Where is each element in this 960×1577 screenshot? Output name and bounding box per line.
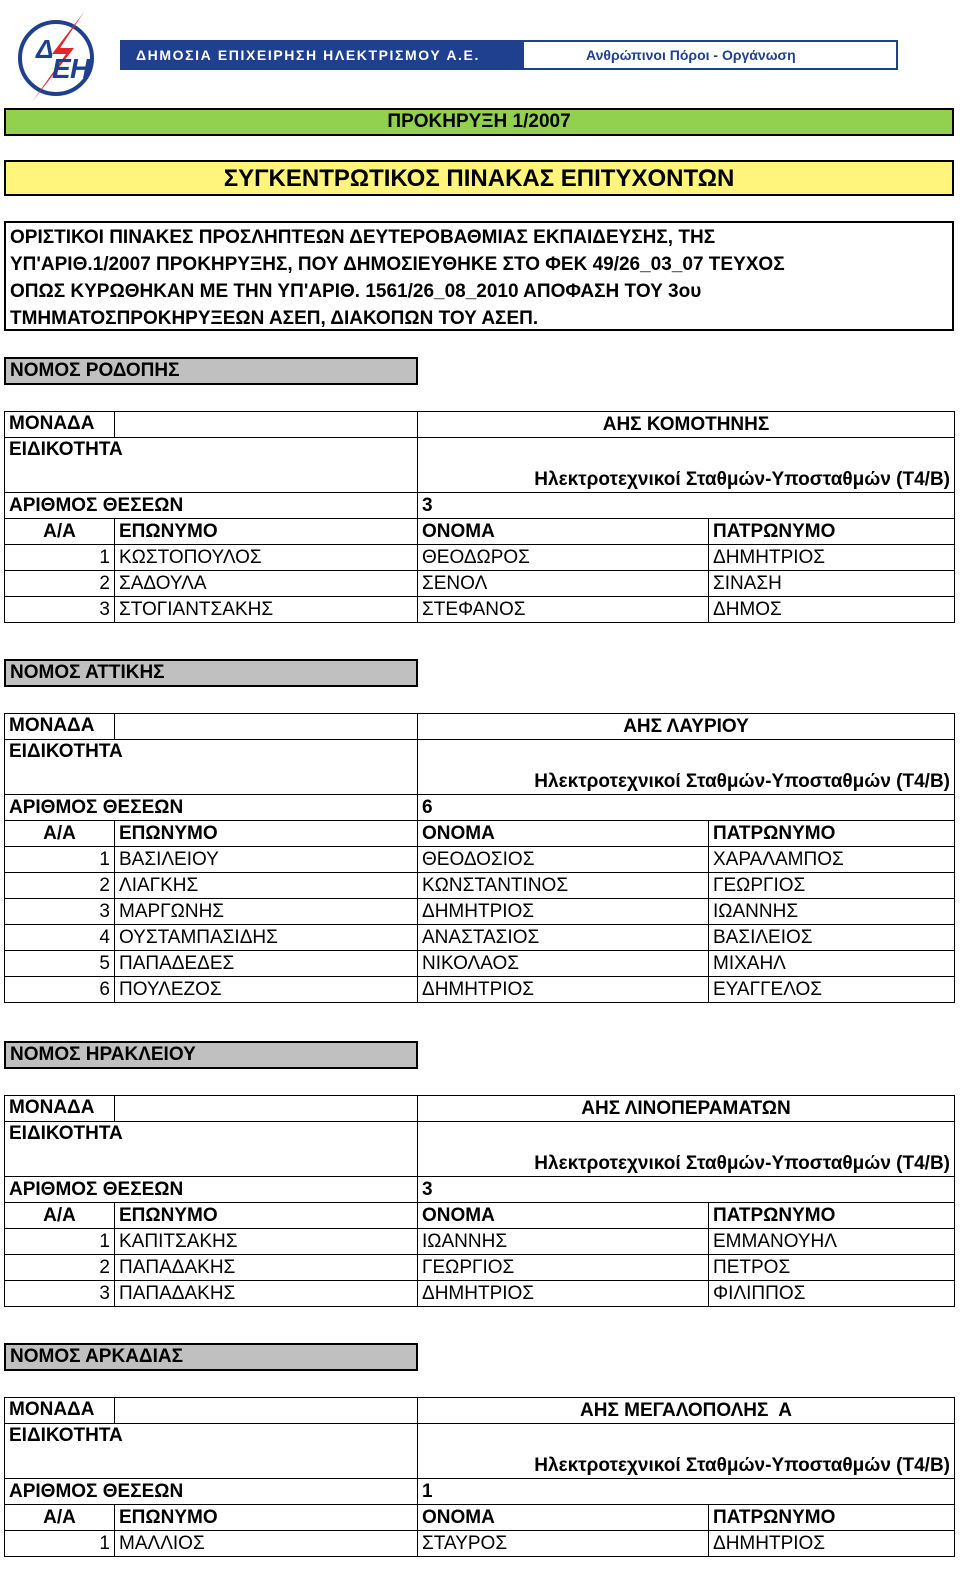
row-number: 5 [5, 951, 115, 977]
positions-label: ΑΡΙΘΜΟΣ ΘΕΣΕΩΝ [5, 1479, 418, 1505]
col-name: ΟΝΟΜΑ [418, 1203, 709, 1229]
column-header-row [5, 1505, 955, 1531]
name-cell: ΔΗΜΗΤΡΙΟΣ [418, 899, 709, 925]
positions-row [5, 493, 955, 519]
surname-cell: ΚΩΣΤΟΠΟΥΛΟΣ [115, 545, 418, 571]
col-aa: Α/Α [5, 519, 115, 545]
table-row [5, 545, 955, 571]
column-header-row [5, 519, 955, 545]
table-row [5, 847, 955, 873]
company-name: ΔΗΜΟΣΙΑ ΕΠΙΧΕΙΡΗΣΗ ΗΛΕΚΤΡΙΣΜΟΥ Α.Ε. [122, 42, 524, 68]
table-row [5, 1255, 955, 1281]
col-surname: ΕΠΩΝΥΜΟ [115, 1505, 418, 1531]
unit-row [5, 1398, 955, 1424]
col-surname: ΕΠΩΝΥΜΟ [115, 821, 418, 847]
results-table [4, 411, 955, 623]
surname-cell: ΠΟΥΛΕΖΟΣ [115, 977, 418, 1003]
father-cell: ΙΩΑΝΝΗΣ [709, 899, 955, 925]
description-line: ΟΠΩΣ ΚΥΡΩΘΗΚΑΝ ΜΕ ΤΗΝ ΥΠ'ΑΡΙΘ. 1561/26_08_2010 ΑΠΟΦΑΣΗ ΤΟΥ 3ου [10, 281, 702, 302]
specialty-value: Ηλεκτροτεχνικοί Σταθμών-Υποσταθμών (Τ4/Β) [418, 1424, 955, 1479]
specialty-label: ΕΙΔΙΚΟΤΗΤΑ [5, 1424, 418, 1479]
name-cell: ΔΗΜΗΤΡΙΟΣ [418, 1281, 709, 1307]
table-row [5, 597, 955, 623]
unit-label: ΜΟΝΑΔΑ [5, 1398, 115, 1424]
father-cell: ΜΙΧΑΗΛ [709, 951, 955, 977]
prefecture-header: ΝΟΜΟΣ ΗΡΑΚΛΕΙΟΥ [4, 1041, 418, 1069]
surname-cell: ΠΑΠΑΔΕΔΕΣ [115, 951, 418, 977]
dei-logo [14, 8, 102, 104]
name-cell: ΣΤΕΦΑΝΟΣ [418, 597, 709, 623]
father-cell: ΠΕΤΡΟΣ [709, 1255, 955, 1281]
unit-row [5, 714, 955, 740]
col-surname: ΕΠΩΝΥΜΟ [115, 1203, 418, 1229]
father-cell: ΣΙΝΑΣΗ [709, 571, 955, 597]
surname-cell: ΒΑΣΙΛΕΙΟΥ [115, 847, 418, 873]
description-line: ΥΠ'ΑΡΙΘ.1/2007 ΠΡΟΚΗΡΥΞΗΣ, ΠΟΥ ΔΗΜΟΣΙΕΥΘΗΚΕ ΣΤΟ ΦΕΚ 49/26_03_07 ΤΕΥΧΟΣ [10, 254, 785, 275]
name-cell: ΣΕΝΟΛ [418, 571, 709, 597]
specialty-value: Ηλεκτροτεχνικοί Σταθμών-Υποσταθμών (Τ4/Β) [418, 438, 955, 493]
positions-label: ΑΡΙΘΜΟΣ ΘΕΣΕΩΝ [5, 493, 418, 519]
row-number: 3 [5, 597, 115, 623]
svg-text:Ε: Ε [52, 53, 71, 84]
department-name: Ανθρώπινοι Πόροι - Οργάνωση [586, 47, 796, 63]
unit-label: ΜΟΝΑΔΑ [5, 412, 115, 438]
unit-value: ΑΗΣ ΚΟΜΟΤΗΝΗΣ [418, 412, 955, 438]
name-cell: ΚΩΝΣΤΑΝΤΙΝΟΣ [418, 873, 709, 899]
name-cell: ΔΗΜΗΤΡΙΟΣ [418, 977, 709, 1003]
name-cell: ΙΩΑΝΝΗΣ [418, 1229, 709, 1255]
svg-text:Η: Η [70, 53, 91, 84]
announcement-title: ΠΡΟΚΗΡΥΞΗ 1/2007 [4, 108, 954, 136]
father-cell: ΦΙΛΙΠΠΟΣ [709, 1281, 955, 1307]
results-table [4, 1397, 955, 1557]
col-aa: Α/Α [5, 1203, 115, 1229]
father-cell: ΕΜΜΑΝΟΥΗΛ [709, 1229, 955, 1255]
specialty-row [5, 740, 955, 795]
unit-label: ΜΟΝΑΔΑ [5, 714, 115, 740]
column-header-row [5, 1203, 955, 1229]
positions-value: 6 [418, 795, 955, 821]
prefecture-header: ΝΟΜΟΣ ΑΡΚΑΔΙΑΣ [4, 1343, 418, 1371]
table-row [5, 925, 955, 951]
unit-row [5, 412, 955, 438]
table-row [5, 1281, 955, 1307]
col-name: ΟΝΟΜΑ [418, 519, 709, 545]
name-cell: ΘΕΟΔΩΡΟΣ [418, 545, 709, 571]
col-name: ΟΝΟΜΑ [418, 821, 709, 847]
surname-cell: ΜΑΡΓΩΝΗΣ [115, 899, 418, 925]
positions-label: ΑΡΙΘΜΟΣ ΘΕΣΕΩΝ [5, 1177, 418, 1203]
specialty-label: ΕΙΔΙΚΟΤΗΤΑ [5, 438, 418, 493]
unit-label: ΜΟΝΑΔΑ [5, 1096, 115, 1122]
surname-cell: ΛΙΑΓΚΗΣ [115, 873, 418, 899]
father-cell: ΧΑΡΑΛΑΜΠΟΣ [709, 847, 955, 873]
specialty-row [5, 1424, 955, 1479]
description-box [4, 221, 954, 331]
unit-row [5, 1096, 955, 1122]
surname-cell: ΟΥΣΤΑΜΠΑΣΙΔΗΣ [115, 925, 418, 951]
unit-value: ΑΗΣ ΜΕΓΑΛΟΠΟΛΗΣ Α [418, 1398, 955, 1424]
row-number: 4 [5, 925, 115, 951]
surname-cell: ΠΑΠΑΔΑΚΗΣ [115, 1281, 418, 1307]
positions-row [5, 1479, 955, 1505]
prefecture-header: ΝΟΜΟΣ ΡΟΔΟΠΗΣ [4, 357, 418, 385]
surname-cell: ΠΑΠΑΔΑΚΗΣ [115, 1255, 418, 1281]
positions-row [5, 1177, 955, 1203]
father-cell: ΕΥΑΓΓΕΛΟΣ [709, 977, 955, 1003]
positions-label: ΑΡΙΘΜΟΣ ΘΕΣΕΩΝ [5, 795, 418, 821]
name-cell: ΘΕΟΔΟΣΙΟΣ [418, 847, 709, 873]
father-cell: ΔΗΜΗΤΡΙΟΣ [709, 545, 955, 571]
results-table [4, 713, 955, 1003]
name-cell: ΣΤΑΥΡΟΣ [418, 1531, 709, 1557]
col-aa: Α/Α [5, 1505, 115, 1531]
row-number: 1 [5, 1229, 115, 1255]
name-cell: ΑΝΑΣΤΑΣΙΟΣ [418, 925, 709, 951]
col-father: ΠΑΤΡΩΝΥΜΟ [709, 821, 955, 847]
father-cell: ΔΗΜΟΣ [709, 597, 955, 623]
surname-cell: ΚΑΠΙΤΣΑΚΗΣ [115, 1229, 418, 1255]
specialty-row [5, 1122, 955, 1177]
company-banner [120, 40, 898, 70]
positions-value: 3 [418, 1177, 955, 1203]
unit-value: ΑΗΣ ΛΑΥΡΙΟΥ [418, 714, 955, 740]
row-number: 1 [5, 1531, 115, 1557]
col-father: ΠΑΤΡΩΝΥΜΟ [709, 1203, 955, 1229]
prefecture-header: ΝΟΜΟΣ ΑΤΤΙΚΗΣ [4, 659, 418, 687]
positions-value: 3 [418, 493, 955, 519]
surname-cell: ΜΑΛΛΙΟΣ [115, 1531, 418, 1557]
row-number: 1 [5, 545, 115, 571]
name-cell: ΝΙΚΟΛΑΟΣ [418, 951, 709, 977]
specialty-label: ΕΙΔΙΚΟΤΗΤΑ [5, 1122, 418, 1177]
table-row [5, 873, 955, 899]
table-row [5, 951, 955, 977]
row-number: 2 [5, 571, 115, 597]
results-table [4, 1095, 955, 1307]
col-father: ΠΑΤΡΩΝΥΜΟ [709, 1505, 955, 1531]
specialty-value: Ηλεκτροτεχνικοί Σταθμών-Υποσταθμών (Τ4/Β) [418, 1122, 955, 1177]
row-number: 3 [5, 899, 115, 925]
row-number: 2 [5, 1255, 115, 1281]
positions-row [5, 795, 955, 821]
surname-cell: ΣΤΟΓΙΑΝΤΣΑΚΗΣ [115, 597, 418, 623]
svg-text:Δ: Δ [36, 34, 54, 64]
positions-value: 1 [418, 1479, 955, 1505]
table-row [5, 571, 955, 597]
specialty-value: Ηλεκτροτεχνικοί Σταθμών-Υποσταθμών (Τ4/Β) [418, 740, 955, 795]
col-surname: ΕΠΩΝΥΜΟ [115, 519, 418, 545]
table-row [5, 1229, 955, 1255]
table-row [5, 977, 955, 1003]
father-cell: ΔΗΜΗΤΡΙΟΣ [709, 1531, 955, 1557]
specialty-row [5, 438, 955, 493]
table-row [5, 899, 955, 925]
col-name: ΟΝΟΜΑ [418, 1505, 709, 1531]
column-header-row [5, 821, 955, 847]
summary-table-title: ΣΥΓΚΕΝΤΡΩΤΙΚΟΣ ΠΙΝΑΚΑΣ ΕΠΙΤΥΧΟΝΤΩΝ [4, 160, 954, 196]
specialty-label: ΕΙΔΙΚΟΤΗΤΑ [5, 740, 418, 795]
row-number: 3 [5, 1281, 115, 1307]
description-line: ΤΜΗΜΑΤΟΣΠΡΟΚΗΡΥΞΕΩΝ ΑΣΕΠ, ΔΙΑΚΟΠΩΝ ΤΟΥ ΑΣΕΠ. [10, 308, 539, 329]
father-cell: ΒΑΣΙΛΕΙΟΣ [709, 925, 955, 951]
row-number: 1 [5, 847, 115, 873]
row-number: 6 [5, 977, 115, 1003]
description-line: ΟΡΙΣΤΙΚΟΙ ΠΙΝΑΚΕΣ ΠΡΟΣΛΗΠΤΕΩΝ ΔΕΥΤΕΡΟΒΑΘΜΙΑΣ ΕΚΠΑΙΔΕΥΣΗΣ, ΤΗΣ [10, 227, 716, 248]
row-number: 2 [5, 873, 115, 899]
col-aa: Α/Α [5, 821, 115, 847]
father-cell: ΓΕΩΡΓΙΟΣ [709, 873, 955, 899]
unit-value: ΑΗΣ ΛΙΝΟΠΕΡΑΜΑΤΩΝ [418, 1096, 955, 1122]
surname-cell: ΣΑΔΟΥΛΑ [115, 571, 418, 597]
name-cell: ΓΕΩΡΓΙΟΣ [418, 1255, 709, 1281]
table-row [5, 1531, 955, 1557]
col-father: ΠΑΤΡΩΝΥΜΟ [709, 519, 955, 545]
